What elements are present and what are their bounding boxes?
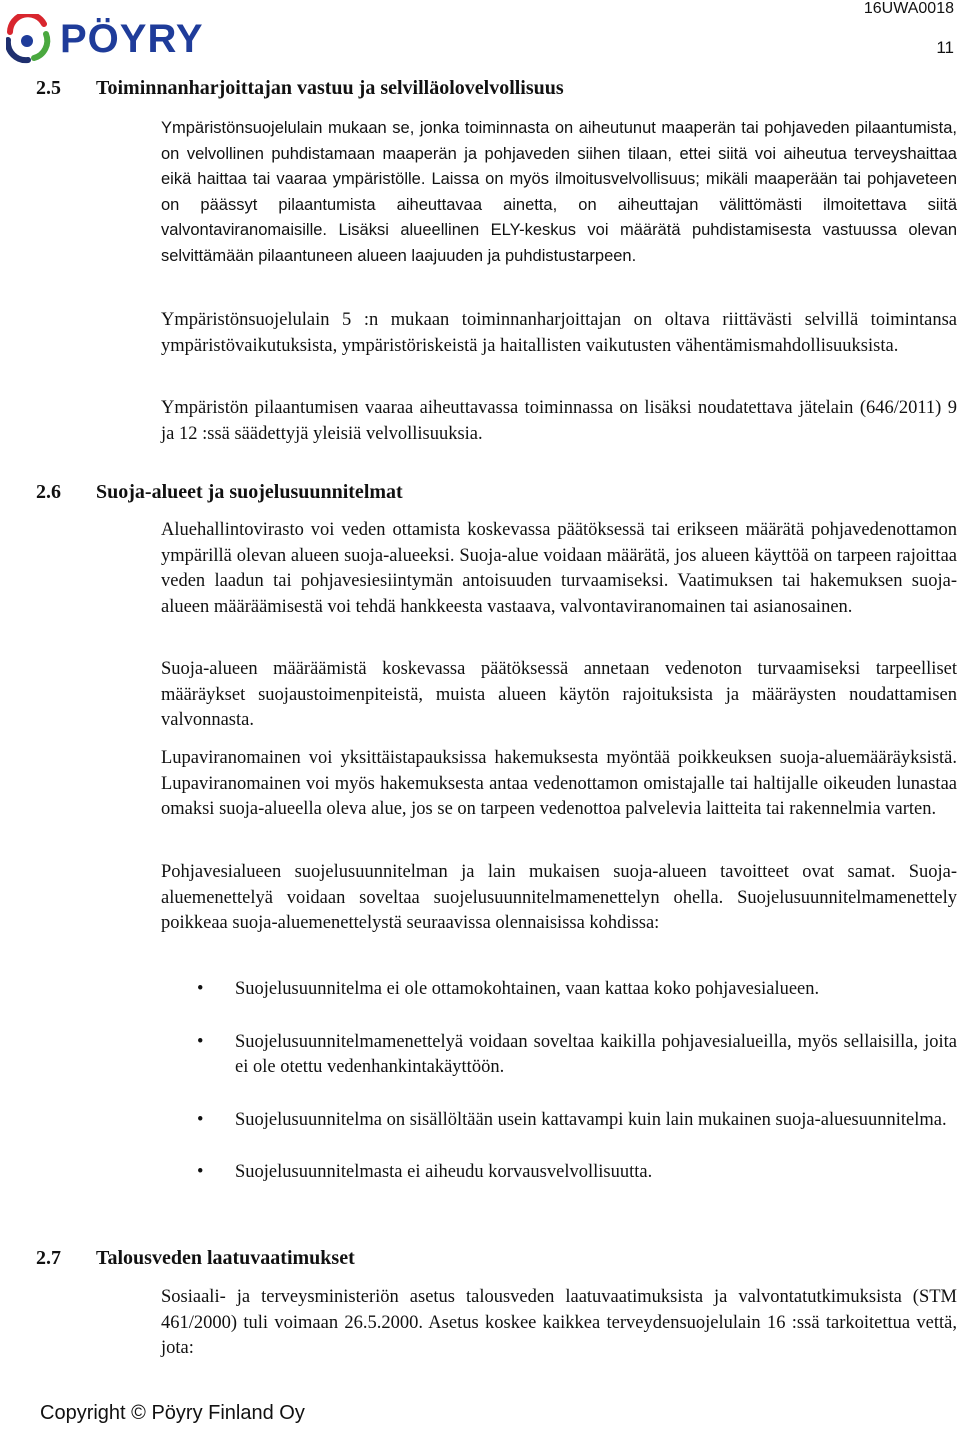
paragraph: Ympäristön pilaantumisen vaaraa aiheuttavassa toiminnassa on lisäksi noudatettava jätelain (646/2011) 9 ja 12 :ssä säädettyjä yleisiä velvollisuuksia. xyxy=(161,398,957,444)
paragraph xyxy=(161,116,957,270)
list-item xyxy=(161,1160,957,1186)
list-item-text: Suojelusuunnitelma on sisällöltään usein kattavampi kuin lain mukainen suoja-aluesuunnitelma. xyxy=(235,1109,947,1130)
list-item xyxy=(161,1030,957,1081)
paragraph-rest: Laissa on myös ilmoitusvelvollisuus; mikäli maaperään tai pohjaveteen on päässyt pilaantumista aiheuttavaa ainetta, on aiheuttajan välittömästi ilmoitettava siitä valvontaviranomaisille. Lisäksi alueellinen ELY-keskus voi määrätä puhdistamisesta vastuussa olevan selvittämään pilaantuneen alueen laajuuden ja puhdistustarpeen. xyxy=(161,170,957,265)
section-title: Toiminnanharjoittajan vastuu ja selvilläolovelvollisuus xyxy=(96,77,564,99)
poyry-logo xyxy=(6,14,250,64)
paragraph: Sosiaali- ja terveysministeriön asetus talousveden laatuvaatimuksista ja valvontatutkimuksista (STM 461/2000) tuli voimaan 26.5.2000. Asetus koskee kaikkea terveydensuojelulain 16 :ssä tarkoitettua vettä, jota: xyxy=(161,1287,957,1359)
footer-copyright: Copyright © Pöyry Finland Oy xyxy=(40,1402,305,1424)
page-number: 11 xyxy=(936,38,954,57)
paragraph: Pohjavesialueen suojelusuunnitelman ja lain mukaisen suoja-alueen tavoitteet ovat samat. Suoja-aluemenettelyä voidaan soveltaa suojelusuunnitelmamenettelyn ohella. Suojelusuunnitelmamenettely poikkeaa suoja-aluemenettelystä seuraavissa olennaisissa kohdissa: xyxy=(161,862,957,934)
list-item-text: Suojelusuunnitelmasta ei aiheudu korvausvelvollisuutta. xyxy=(235,1162,653,1183)
paragraph-lead: Ympäristönsuojelulain mukaan se, jonka toiminnasta on aiheutunut maaperän tai pohjaveden pilaantumista, on velvollinen puhdistamaan maaperän ja pohjaveden siihen tilaan, ettei siitä voi aiheutua terveyshaittaa eikä haittaa tai vaaraa ympäristölle. xyxy=(161,119,957,189)
bullet-icon: • xyxy=(197,1109,204,1130)
paragraph: Suoja-alueen määräämistä koskevassa päätöksessä annetaan vedenoton turvaamiseksi tarpeelliset määräykset suojaustoimenpiteistä, muista alueen käytön rajoituksista ja määräysten noudattamisen valvonnasta. xyxy=(161,659,957,731)
paragraph: Aluehallintovirasto voi veden ottamista koskevassa päätöksessä tai erikseen määrätä pohjavedenottamon ympärillä olevan alueen suoja-alueeksi. Suoja-alue voidaan määrätä, jos alueen käyttöä on tarpeen rajoittaa veden laadun tai pohjavesiesiintymän antoisuuden turvaamiseksi. Vaatimuksen tai hakemuksen suoja-alueen määräämisestä voi tehdä hankkeesta vastaava, valvontaviranomainen tai asianosainen. xyxy=(161,520,957,617)
document-id: 16UWA0018 xyxy=(863,0,954,17)
paragraph: Lupaviranomainen voi yksittäistapauksissa hakemuksesta myöntää poikkeuksen suoja-aluemääräyksistä. Lupaviranomainen voi myös hakemuksesta antaa vedenottamon omistajalle tai haltijalle oikeuden lunastaa omaksi suoja-alueella oleva alue, jos se on tarpeen vedenottoa palvelevia laitteita tai rakennelmia varten. xyxy=(161,748,957,820)
list-item-text: Suojelusuunnitelmamenettelyä voidaan soveltaa kaikilla pohjavesialueilla, myös sellaisilla, joita ei ole otettu vedenhankintakäyttöön. xyxy=(235,1031,957,1078)
section-number: 2.5 xyxy=(36,77,61,99)
list-item xyxy=(161,977,957,1003)
bullet-icon: • xyxy=(197,979,204,999)
list-item xyxy=(161,1108,957,1134)
section-number: 2.7 xyxy=(36,1247,61,1269)
bullet-icon: • xyxy=(197,1031,204,1052)
section-title: Talousveden laatuvaatimukset xyxy=(96,1247,355,1269)
logo-wordmark: PÖYRY xyxy=(60,17,204,61)
bullet-icon: • xyxy=(197,1162,204,1183)
section-title: Suoja-alueet ja suojelusuunnitelmat xyxy=(96,481,403,503)
section-number: 2.6 xyxy=(36,481,61,503)
paragraph: Ympäristönsuojelulain 5 :n mukaan toiminnanharjoittajan on oltava riittävästi selvillä toimintansa ympäristövaikutuksista, ympäristöriskeistä ja haitallisten vaikutusten vähentämismahdollisuuksista. xyxy=(161,310,957,356)
bullet-list xyxy=(161,977,957,1213)
list-item-text: Suojelusuunnitelma ei ole ottamokohtainen, vaan kattaa koko pohjavesialueen. xyxy=(235,979,820,999)
